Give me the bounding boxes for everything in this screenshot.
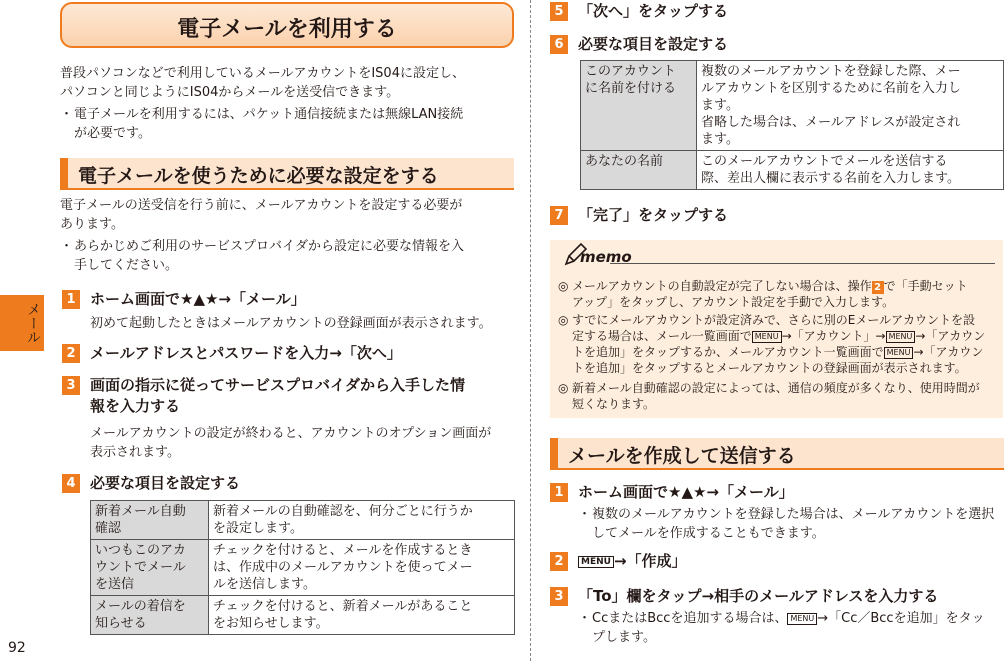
memo-box xyxy=(550,240,1003,418)
table-row xyxy=(91,540,515,596)
bullet-line: 手してください。 xyxy=(74,258,179,273)
memo-marker: ◎ xyxy=(558,381,569,395)
paragraph-line: 電子メールの送受信を行う前に、メールアカウントを設定する必要が xyxy=(60,198,463,213)
bullet-text xyxy=(74,105,463,143)
step-number: 1 xyxy=(62,290,80,309)
setting-name xyxy=(581,151,697,190)
memo-text-part: 定する場合は、メール一覧画面で xyxy=(572,329,752,343)
table-row xyxy=(91,596,515,635)
menu-key-icon: MENU xyxy=(787,613,817,625)
step-heading: 必要な項目を設定する xyxy=(90,474,241,492)
description-line: 表示されます。 xyxy=(90,445,180,460)
memo-line: 短くなります。 xyxy=(572,397,656,411)
cell-line: を設定します。 xyxy=(213,521,303,536)
memo-text-part: で「手動セット xyxy=(883,279,968,293)
intro-paragraph xyxy=(60,64,465,102)
step-number: 3 xyxy=(62,376,80,395)
step-number: 2 xyxy=(550,552,568,571)
column-divider xyxy=(530,0,531,661)
memo-title: memo xyxy=(580,248,632,266)
memo-line xyxy=(572,328,985,344)
bullet-text xyxy=(74,237,464,275)
description-line: メールアカウントの設定が終わると、アカウントのオプション画面が xyxy=(90,426,492,441)
step-heading xyxy=(578,551,998,572)
memo-text xyxy=(572,380,980,412)
bullet-dot: ・ xyxy=(578,611,592,626)
memo-line xyxy=(572,344,985,360)
setting-name xyxy=(581,61,697,151)
setting-description xyxy=(209,596,515,635)
section-heading-text: 電子メールを使うために必要な設定をする xyxy=(78,165,439,187)
cell-line: をお知らせします。 xyxy=(213,616,329,631)
step-description: 初めて起動したときはメールアカウントの登録画面が表示されます。 xyxy=(90,316,492,331)
bullet-line: あらかじめご利用のサービスプロバイダから設定に必要な情報を入 xyxy=(74,239,465,254)
cell-line: チェックを付けると、新着メールがあること xyxy=(213,599,473,614)
bullet-dot: ・ xyxy=(60,239,74,254)
table-row xyxy=(581,61,1004,151)
step-heading: ホーム画面で★▲★→「メール」 xyxy=(578,483,794,501)
step-description xyxy=(578,609,1003,647)
step-heading: 「次へ」をタップする xyxy=(578,2,729,20)
step-heading-text: →「作成」 xyxy=(613,552,687,570)
setting-description xyxy=(697,61,1004,151)
page-title: 電子メールを利用する xyxy=(177,17,397,42)
section-heading xyxy=(60,158,514,190)
cell-line: いつもこのアカ xyxy=(95,543,186,558)
cell-line: メールの着信を xyxy=(95,599,186,614)
intro-line: パソコンと同じようにIS04からメールを送受信できます。 xyxy=(60,85,400,100)
setting-name xyxy=(91,501,209,540)
step-heading-line: 画面の指示に従ってサービスプロバイダから入手した情 xyxy=(90,376,466,394)
step-number: 7 xyxy=(550,206,568,225)
description-line: プします。 xyxy=(592,630,656,645)
step-description xyxy=(90,424,515,462)
step-description xyxy=(578,505,1003,543)
cell-line: ルアカウントを区別するために名前を入力し xyxy=(701,81,961,96)
step-heading-line: 報を入力する xyxy=(90,397,181,415)
page-title-box xyxy=(60,2,514,48)
menu-key-icon: MENU xyxy=(886,331,916,343)
memo-rule xyxy=(610,263,995,264)
memo-text xyxy=(572,312,985,376)
setting-description xyxy=(697,151,1004,190)
bullet-note xyxy=(60,237,515,277)
cell-line: 省略した場合は、メールアドレスが設定され xyxy=(701,115,961,130)
cell-line: を送信 xyxy=(95,577,135,592)
cell-line: 複数のメールアカウントを登録した際、メー xyxy=(701,64,961,79)
step-heading: ホーム画面で★▲★→「メール」 xyxy=(90,290,306,308)
step-number: 1 xyxy=(550,483,568,502)
settings-table xyxy=(90,500,515,635)
menu-key-icon: MENU xyxy=(752,331,782,343)
step-reference: 2 xyxy=(872,281,884,294)
memo-line: 新着メール自動確認の設定によっては、通信の頻度が多くなり、使用時間が xyxy=(572,381,980,395)
memo-line xyxy=(572,278,968,294)
table-row xyxy=(581,151,1004,190)
page-number: 92 xyxy=(8,640,26,656)
bullet-item xyxy=(578,609,1003,647)
step-number: 3 xyxy=(550,587,568,606)
cell-line: 新着メールの自動確認を、何分ごとに行うか xyxy=(213,504,473,519)
setting-name xyxy=(91,540,209,596)
cell-line: 知らせる xyxy=(95,616,147,631)
menu-key-icon: MENU xyxy=(578,556,614,568)
cell-line: 新着メール自動 xyxy=(95,504,186,519)
memo-line: アップ」をタップし、アカウント設定を手動で入力します。 xyxy=(572,295,895,309)
cell-line: 確認 xyxy=(95,521,122,536)
cell-line: ルを送信します。 xyxy=(213,577,316,592)
description-line: 複数のメールアカウントを登録した場合は、メールアカウントを選択 xyxy=(592,507,995,522)
bullet-line: が必要です。 xyxy=(74,126,151,141)
memo-text-part: →「アカウント」→ xyxy=(781,329,886,343)
bullet-note xyxy=(60,105,515,145)
cell-line: チェックを付けると、メールを作成するとき xyxy=(213,543,473,558)
bullet-item xyxy=(578,505,1003,543)
cell-line: は、作成中のメールアカウントを使ってメー xyxy=(213,560,473,575)
step-heading: メールアドレスとパスワードを入力→「次へ」 xyxy=(90,344,402,362)
memo-text xyxy=(572,278,968,310)
step-number: 4 xyxy=(62,474,80,493)
section-heading-text: メールを作成して送信する xyxy=(568,445,796,467)
chapter-label: メール xyxy=(25,302,41,344)
cell-line: ます。 xyxy=(701,132,739,147)
description-text-part: CcまたはBccを追加する場合は、 xyxy=(592,611,788,626)
memo-text-part: メールアカウントの自動設定が完了しない場合は、操作 xyxy=(572,279,872,293)
step-number: 5 xyxy=(550,2,568,21)
description-line: してメールを作成することもできます。 xyxy=(592,526,825,541)
memo-text-part: →「アカウン xyxy=(913,345,984,359)
table-row xyxy=(91,501,515,540)
cell-line: ウントでメール xyxy=(95,560,186,575)
memo-text-part: →「アカウン xyxy=(915,329,986,343)
cell-line: あなたの名前 xyxy=(585,154,664,169)
section-heading xyxy=(550,438,1004,470)
setting-description xyxy=(209,540,515,596)
bullet-line: 電子メールを利用するには、パケット通信接続または無線LAN接続 xyxy=(74,107,464,122)
cell-line: ます。 xyxy=(701,98,739,113)
memo-marker: ◎ xyxy=(558,313,569,327)
cell-line: このアカウント xyxy=(585,64,676,79)
memo-marker: ◎ xyxy=(558,279,569,293)
bullet-dot: ・ xyxy=(578,507,592,522)
cell-line: に名前を付ける xyxy=(585,81,677,96)
step-heading xyxy=(90,375,515,417)
step-number: 2 xyxy=(62,344,80,363)
step-heading: 「完了」をタップする xyxy=(578,206,729,224)
step-heading: 「To」欄をタップ→相手のメールアドレスを入力する xyxy=(578,587,939,605)
paragraph-line: あります。 xyxy=(60,217,124,232)
cell-line: このメールアカウントでメールを送信する xyxy=(701,154,948,169)
description-line xyxy=(592,609,1003,628)
setting-description xyxy=(209,501,515,540)
memo-line: トを追加」をタップするとメールアカウントの登録画面が表示されます。 xyxy=(572,361,967,375)
setting-name xyxy=(91,596,209,635)
memo-text-part: トを追加」をタップするか、メールアカウント一覧画面で xyxy=(572,345,884,359)
intro-line: 普段パソコンなどで利用しているメールアカウントをIS04に設定し、 xyxy=(60,66,465,81)
account-settings-table xyxy=(580,60,1004,190)
step-heading: 必要な項目を設定する xyxy=(578,35,729,53)
bullet-dot: ・ xyxy=(60,107,74,122)
menu-key-icon: MENU xyxy=(884,347,914,359)
cell-line: 際、差出人欄に表示する名前を入力します。 xyxy=(701,171,960,186)
memo-line: すでにメールアカウントが設定済みで、さらに別のEメールアカウントを設 xyxy=(572,313,975,327)
description-text-part: →「Cc／Bccを追加」をタッ xyxy=(817,611,985,626)
setup-paragraph xyxy=(60,196,462,234)
step-number: 6 xyxy=(550,35,568,54)
